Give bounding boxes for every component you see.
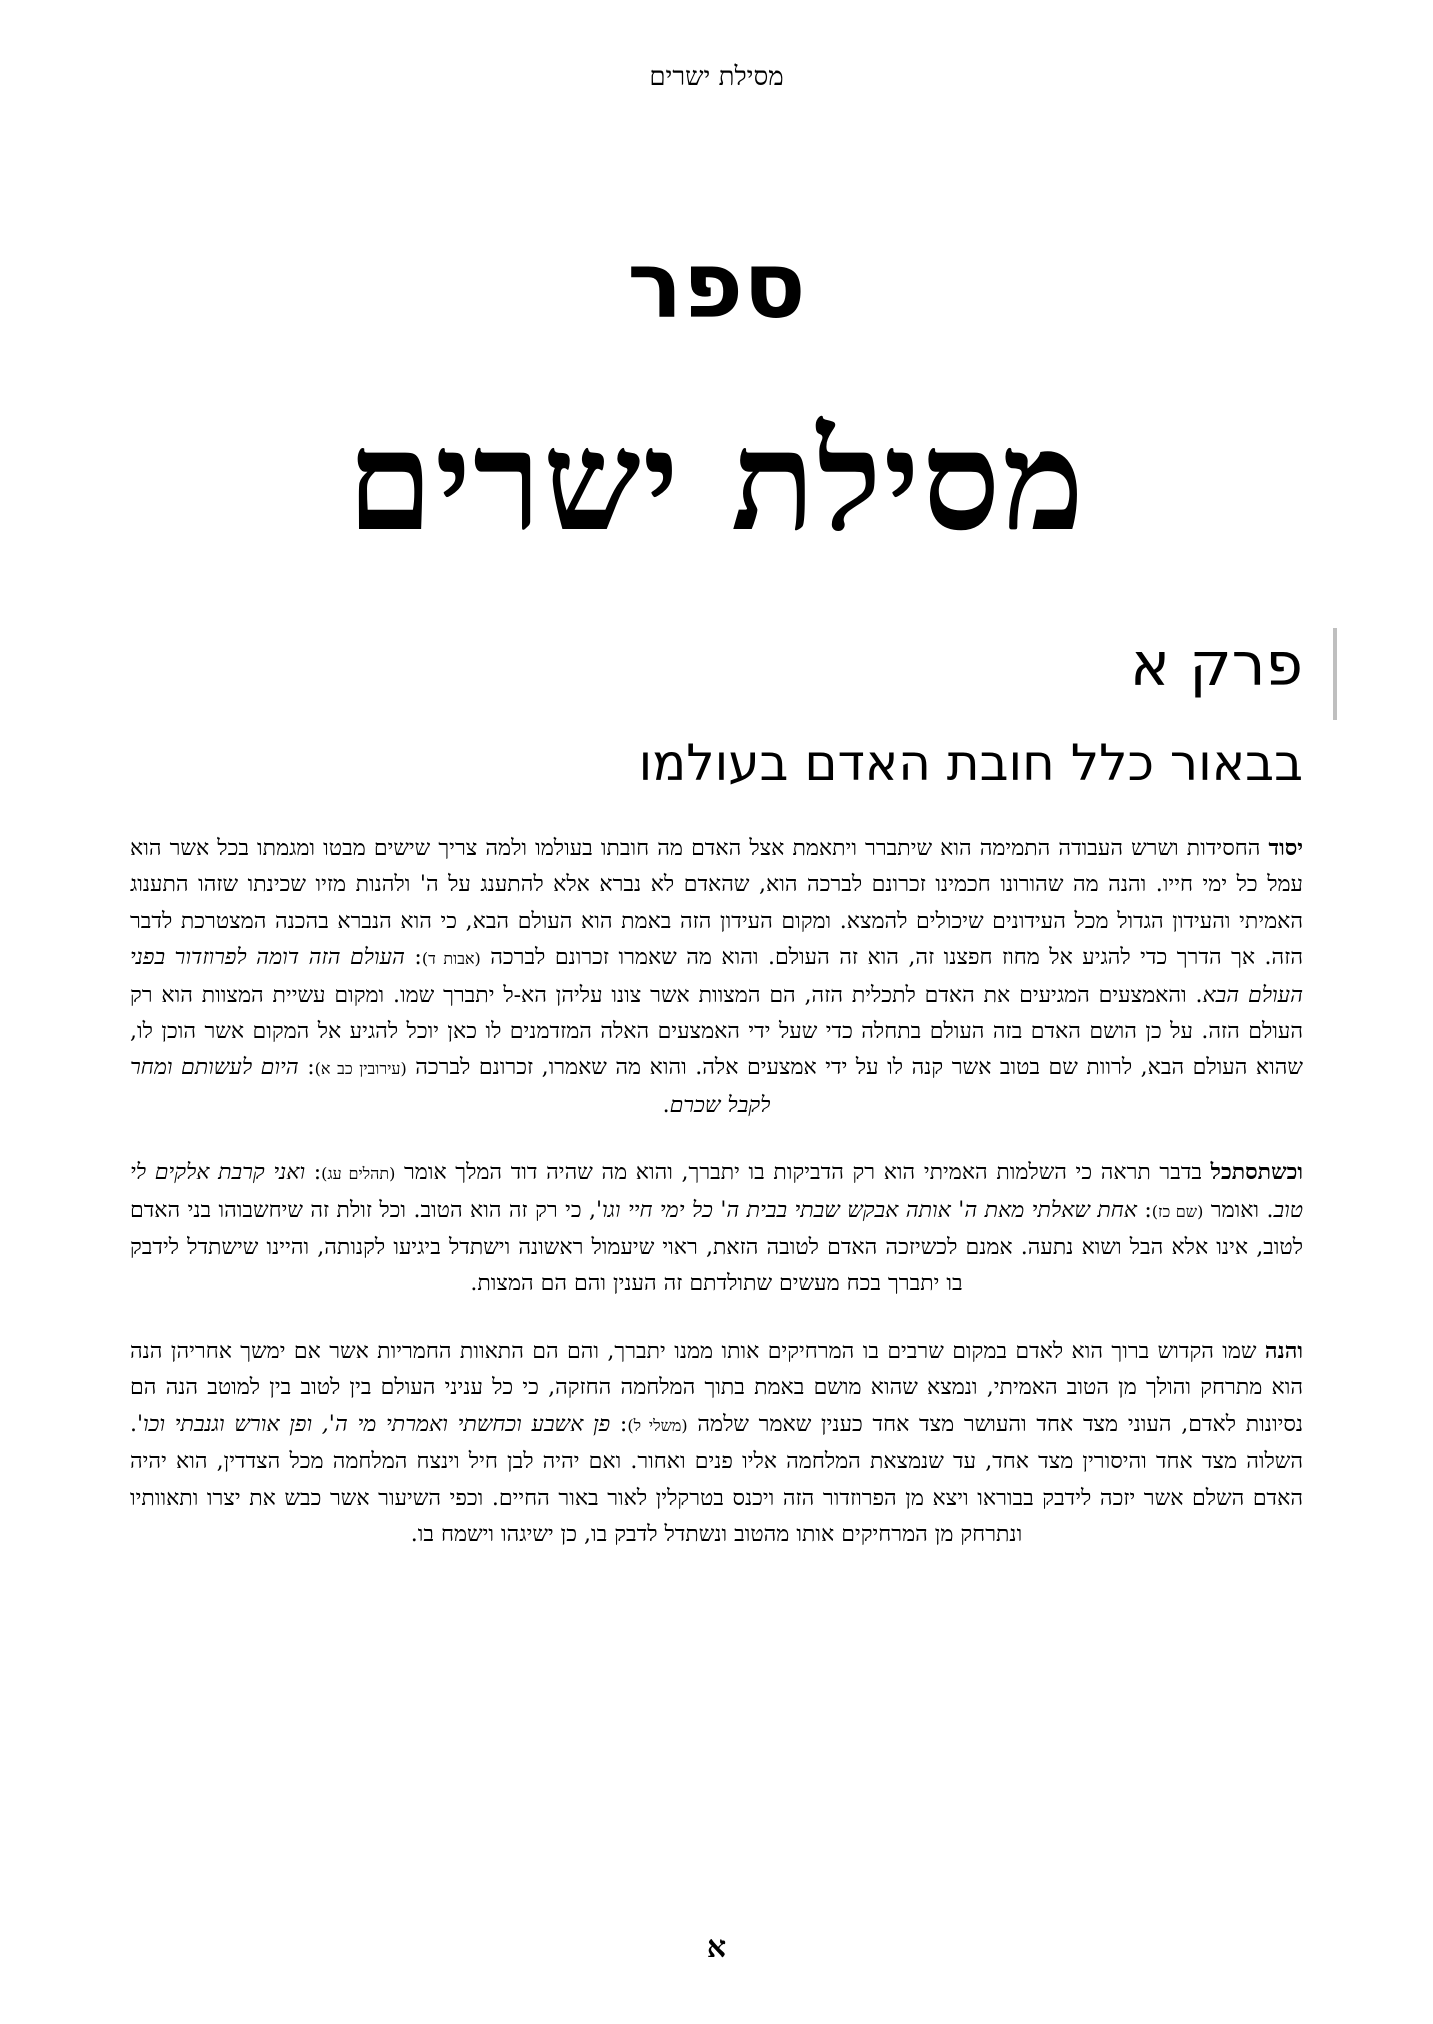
quotation: ואני קרבת אלקים לי טוב [130, 1160, 1303, 1223]
paragraph-3 [130, 1333, 1303, 1553]
source-citation: (שם כז) [1151, 1201, 1204, 1221]
separator: : [404, 945, 422, 971]
running-header: מסילת ישרים [649, 62, 784, 92]
quotation: היום לעשותם ומחר לקבל שכרם [130, 1055, 771, 1118]
paragraph-text: . והאמצעים המגיעים את האדם לתכלית הזה, הם המצוות אשר צונו עליהן הא-ל יתברך שמו. ומקום עשיית המצוות הוא רק העולם הזה. על כן הושם האדם בזה העולם בתחלה כדי שעל ידי האמצעים האלה המזדמנים לו כאן יוכל להגיע אל המקום אשר הוכן לו, שהוא העולם הבא, לרוות שם בטוב אשר קנה לו על ידי אמצעים אלה. והוא מה שאמרו, זכרונם לברכה [130, 982, 1303, 1081]
source-citation: (עירובין כב א) [314, 1059, 407, 1079]
paragraph-1 [130, 830, 1303, 1124]
paragraph-text: . ואומר [1203, 1197, 1274, 1223]
separator: : [305, 1160, 322, 1186]
separator: : [1136, 1197, 1152, 1223]
paragraph-lead-word: והנה [1264, 1337, 1303, 1364]
page-number: א [706, 1930, 727, 1965]
paragraph-lead-word: וכשתסתכל [1210, 1159, 1304, 1186]
paragraph-text: בדבר תראה כי השלמות האמיתי הוא רק הדביקות בו יתברך, והוא מה שהיה דוד המלך אומר [395, 1160, 1211, 1186]
book-title: מסילת ישרים [346, 399, 1087, 562]
chapter-body [130, 830, 1303, 1583]
source-citation: (תהלים עג) [321, 1164, 396, 1184]
source-citation: (אבות ד) [421, 949, 481, 969]
source-citation: (משלי ל) [627, 1415, 688, 1435]
paragraph-text: החסידות ושרש העבודה התמימה הוא שיתברר ויתאמת אצל האדם מה חובתו בעולמו ולמה צריך שישים מבטו ומגמתו בכל אשר הוא עמל כל ימי חייו. והנה מה שהורונו חכמינו זכרונם לברכה הוא, שהאדם לא נברא אלא להתענג על ה' ולהנות מזיו שכינתו שזהו התענוג האמיתי והעידון הגדול מכל העידונים שיכולים להמצא. ומקום העידון הזה באמת הוא העולם הבא, כי הוא הנברא בהכנה המצטרכת לדבר הזה. אך הדרך כדי להגיע אל מחוז חפצנו זה, הוא זה העולם. והוא מה שאמרו זכרונם לברכה [130, 836, 1303, 971]
chapter-side-bar [1333, 628, 1337, 720]
chapter-subtitle: בבאור כלל חובת האדם בעולמו [638, 734, 1303, 792]
quotation: אחת שאלתי מאת ה' אותה אבקש שבתי בבית ה' כל ימי חיי וגו' [595, 1197, 1137, 1223]
chapter-number: פרק א [1129, 630, 1303, 700]
paragraph-end: . [662, 1092, 670, 1118]
separator: : [610, 1411, 628, 1437]
paragraph-text: . השלוה מצד אחד והיסורין מצד אחד, עד שנמצאת המלחמה אליו פנים ואחור. ואם יהיה לבן חיל וינצח המלחמה מכל הצדדין, הוא יהיה האדם השלם אשר יזכה לידבק בבוראו ויצא מן הפרוזדור הזה ויכנס בטרקלין לאור באור החיים. וכפי השיעור אשר כבש את יצרו ותאוותיו ונתרחק מן המרחיקים אותו מהטוב ונשתדל לדבק בו, כן ישיגהו וישמח בו. [130, 1411, 1303, 1547]
paragraph-text: שמו הקדוש ברוך הוא לאדם במקום שרבים בו המרחיקים אותו ממנו יתברך, והם הם התאוות החמריות אשר אם ימשך אחריהן הנה הוא מתרחק והולך מן הטוב האמיתי, ונמצא שהוא מושם באמת בתוך המלחמה החזקה, כי כל עניני העולם בין לטוב בין למוטב הנה הם נסיונות לאדם, העוני מצד אחד והעושר מצד אחד כענין שאמר שלמה [130, 1338, 1304, 1437]
book-label: ספר [627, 232, 806, 339]
separator: : [298, 1055, 315, 1081]
quotation: פן אשבע וכחשתי ואמרתי מי ה', ופן אורש וגנבתי וכו' [137, 1411, 611, 1437]
quotation: העולם הזה דומה לפרוזדור בפני העולם הבא [130, 945, 1304, 1008]
paragraph-text: , כי רק זה הוא הטוב. וכל זולת זה שיחשבוהו בני האדם לטוב, אינו אלא הבל ושוא נתעה. אמנם לכשיזכה האדם לטובה הזאת, ראוי שיעמול ראשונה וישתדל ביגיעו לקנותה, והיינו שישתדל לידבק בו יתברך בכח מעשים שתולדתם זה הענין והם הם המצות. [130, 1197, 1303, 1297]
paragraph-lead-word: יסוד [1268, 835, 1303, 861]
paragraph-2 [130, 1154, 1303, 1303]
